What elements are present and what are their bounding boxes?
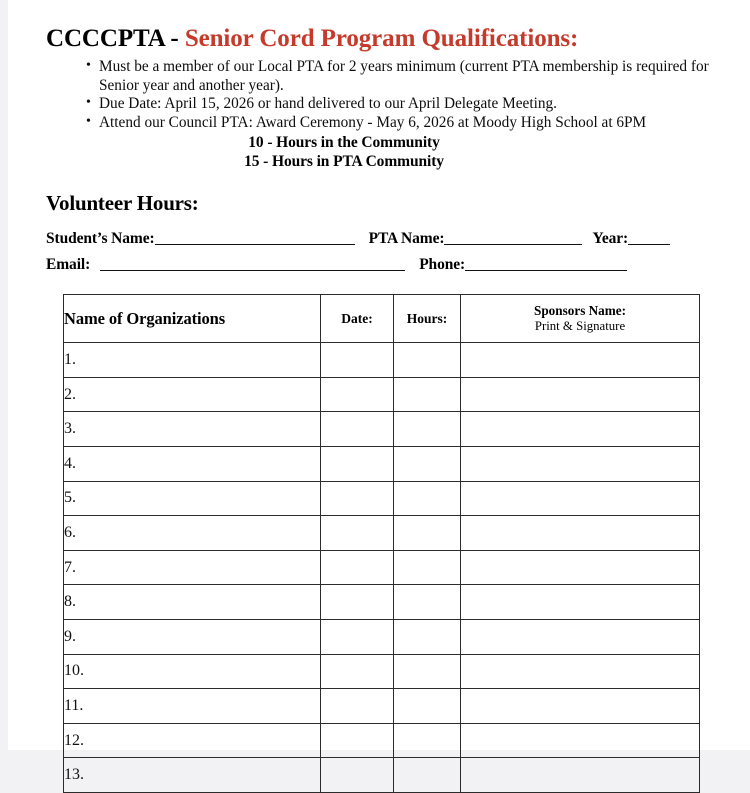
table-row bbox=[64, 723, 700, 758]
cell-hours[interactable] bbox=[394, 654, 461, 689]
pta-name-input[interactable] bbox=[444, 244, 582, 245]
student-name-label: Student’s Name: bbox=[46, 230, 155, 248]
cell-date[interactable] bbox=[321, 689, 394, 724]
table-body bbox=[64, 343, 700, 793]
year-label: Year: bbox=[592, 230, 629, 248]
form-fields bbox=[8, 216, 750, 274]
cell-sponsor[interactable] bbox=[461, 620, 700, 655]
table-row bbox=[64, 377, 700, 412]
cell-hours[interactable] bbox=[394, 516, 461, 551]
cell-date[interactable] bbox=[321, 516, 394, 551]
cell-hours[interactable] bbox=[394, 620, 461, 655]
cell-organization[interactable]: 4. bbox=[64, 447, 321, 482]
cell-hours[interactable] bbox=[394, 689, 461, 724]
cell-date[interactable] bbox=[321, 723, 394, 758]
cell-sponsor[interactable] bbox=[461, 585, 700, 620]
hour-requirements bbox=[8, 133, 750, 171]
cell-organization[interactable]: 2. bbox=[64, 377, 321, 412]
document-page bbox=[8, 0, 750, 784]
cell-organization[interactable]: 1. bbox=[64, 343, 321, 378]
cell-sponsor[interactable] bbox=[461, 689, 700, 724]
hour-requirement-community: 10 - Hours in the Community bbox=[248, 134, 440, 152]
student-name-input[interactable] bbox=[155, 244, 355, 245]
cell-hours[interactable] bbox=[394, 447, 461, 482]
cell-date[interactable] bbox=[321, 550, 394, 585]
cell-date[interactable] bbox=[321, 481, 394, 516]
column-header-sponsors-sub: Print & Signature bbox=[534, 319, 626, 334]
cell-hours[interactable] bbox=[394, 550, 461, 585]
section-heading-volunteer-hours: Volunteer Hours: bbox=[46, 191, 199, 216]
cell-hours[interactable] bbox=[394, 377, 461, 412]
column-header-organizations: Name of Organizations bbox=[64, 295, 321, 343]
cell-organization[interactable]: 7. bbox=[64, 550, 321, 585]
cell-hours[interactable] bbox=[394, 481, 461, 516]
table-row bbox=[64, 758, 700, 793]
cell-sponsor[interactable] bbox=[461, 481, 700, 516]
cell-date[interactable] bbox=[321, 343, 394, 378]
cell-organization[interactable]: 9. bbox=[64, 620, 321, 655]
cell-organization[interactable]: 5. bbox=[64, 481, 321, 516]
cell-organization[interactable]: 8. bbox=[64, 585, 321, 620]
cell-date[interactable] bbox=[321, 758, 394, 793]
form-row-1 bbox=[46, 230, 750, 248]
cell-date[interactable] bbox=[321, 412, 394, 447]
cell-hours[interactable] bbox=[394, 343, 461, 378]
column-header-sponsors bbox=[461, 295, 700, 343]
cell-hours[interactable] bbox=[394, 758, 461, 793]
column-header-date: Date: bbox=[321, 295, 394, 343]
page-title bbox=[8, 0, 750, 52]
list-item: • Attend our Council PTA: Award Ceremony - May 6, 2026 at Moody High School at 6PM bbox=[86, 114, 750, 133]
phone-label: Phone: bbox=[419, 256, 466, 274]
list-item: • Due Date: April 15, 2026 or hand delivered to our April Delegate Meeting. bbox=[86, 95, 750, 114]
cell-hours[interactable] bbox=[394, 585, 461, 620]
table-row bbox=[64, 689, 700, 724]
cell-sponsor[interactable] bbox=[461, 447, 700, 482]
hour-requirement-pta: 15 - Hours in PTA Community bbox=[244, 153, 444, 171]
cell-date[interactable] bbox=[321, 654, 394, 689]
cell-organization[interactable]: 11. bbox=[64, 689, 321, 724]
table-row bbox=[64, 481, 700, 516]
pta-name-label: PTA Name: bbox=[368, 230, 445, 248]
email-label: Email: bbox=[46, 256, 91, 274]
table-header-row bbox=[64, 295, 700, 343]
cell-sponsor[interactable] bbox=[461, 516, 700, 551]
table-row bbox=[64, 585, 700, 620]
cell-organization[interactable]: 3. bbox=[64, 412, 321, 447]
table-row bbox=[64, 654, 700, 689]
cell-sponsor[interactable] bbox=[461, 550, 700, 585]
cell-sponsor[interactable] bbox=[461, 654, 700, 689]
list-item: • Must be a member of our Local PTA for 2 years minimum (current PTA membership is required for Senior year and another year). bbox=[86, 58, 750, 95]
cell-organization[interactable]: 6. bbox=[64, 516, 321, 551]
email-input[interactable] bbox=[100, 270, 405, 271]
cell-organization[interactable]: 13. bbox=[64, 758, 321, 793]
column-header-hours: Hours: bbox=[394, 295, 461, 343]
cell-date[interactable] bbox=[321, 620, 394, 655]
cell-organization[interactable]: 12. bbox=[64, 723, 321, 758]
cell-organization[interactable]: 10. bbox=[64, 654, 321, 689]
cell-hours[interactable] bbox=[394, 723, 461, 758]
cell-sponsor[interactable] bbox=[461, 343, 700, 378]
table-row bbox=[64, 343, 700, 378]
phone-input[interactable] bbox=[465, 270, 627, 271]
table-row bbox=[64, 516, 700, 551]
cell-sponsor[interactable] bbox=[461, 412, 700, 447]
table-row bbox=[64, 447, 700, 482]
cell-date[interactable] bbox=[321, 377, 394, 412]
table-row bbox=[64, 550, 700, 585]
table-header bbox=[64, 295, 700, 343]
cell-sponsor[interactable] bbox=[461, 758, 700, 793]
page-title-highlight: Senior Cord Program Qualifications: bbox=[184, 25, 579, 52]
qualification-bullet-list bbox=[8, 58, 750, 132]
page-title-prefix: CCCCPTA - bbox=[46, 25, 185, 52]
cell-date[interactable] bbox=[321, 447, 394, 482]
table-row bbox=[64, 412, 700, 447]
column-header-sponsors-main: Sponsors Name: bbox=[534, 302, 626, 318]
year-input[interactable] bbox=[628, 244, 670, 245]
cell-sponsor[interactable] bbox=[461, 723, 700, 758]
table-row bbox=[64, 620, 700, 655]
volunteer-hours-table-wrapper bbox=[8, 282, 750, 793]
form-row-2 bbox=[46, 256, 750, 274]
cell-date[interactable] bbox=[321, 585, 394, 620]
cell-sponsor[interactable] bbox=[461, 377, 700, 412]
volunteer-hours-table bbox=[63, 294, 700, 793]
cell-hours[interactable] bbox=[394, 412, 461, 447]
